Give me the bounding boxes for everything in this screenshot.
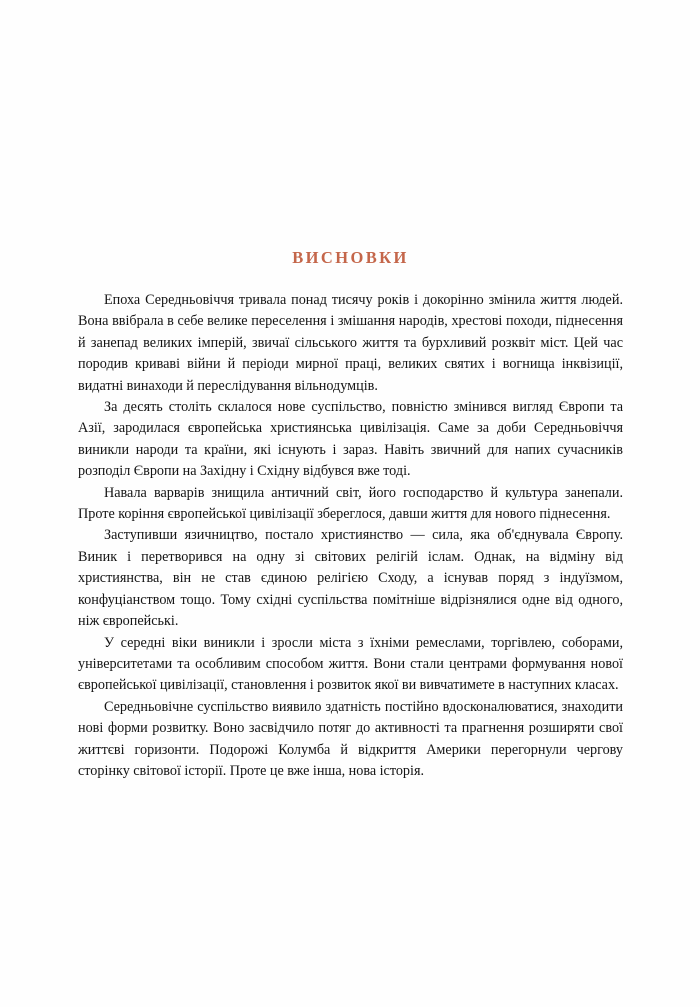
- paragraph: Навала варварів знищила античний світ, його господарство й культура занепали. Проте коріння європейської цивілізації збереглося, давши життя для нового піднесення.: [78, 484, 623, 523]
- paragraph: Епоха Середньовіччя тривала понад тисячу років і докорінно змінила життя людей. Вона ввібрала в себе велике переселення і змішання народів, хрестові походи, піднесення й занепад великих імперій, звичаї сільського життя та бурхливий розквіт міст. Цей час породив криваві війни й періоди мирної праці, великих святих і вогнища інквізиції, видатні винаходи й переслідування вільнодумців.: [78, 292, 623, 394]
- paragraph: У середні віки виникли і зросли міста з їхніми ремеслами, торгівлею, соборами, університетами та особливим способом життя. Вони стали центрами формування нової європейської цивілізації, становлення і розвиток якої ви вивчатимете в наступних класах.: [78, 634, 623, 694]
- paragraph: Середньовічне суспільство виявило здатність постійно вдосконалюватися, знаходити нові форми розвитку. Воно засвідчило потяг до активності та прагнення розширяти свої життєві горизонти. Подорожі Колумба й відкриття Америки перегорнули чергову сторінку світової історії. Проте це вже інша, нова історія.: [78, 698, 623, 779]
- page-title: ВИСНОВКИ: [292, 248, 409, 267]
- body-text: [78, 290, 623, 782]
- paragraph: За десять століть склалося нове суспільство, повністю змінився вигляд Європи та Азії, зародилася європейська християнська цивілізація. Саме за доби Середньовіччя виникли народи та країни, які існують і зараз. Навіть звичний для напих сучасників розподіл Європи на Західну і Східну відбувся вже тоді.: [78, 399, 623, 480]
- paragraph: Заступивши язичництво, постало християнство — сила, яка об'єднувала Європу. Виник і перетворився на одну зі світових релігій іслам. Однак, на відміну від християнства, він не став єдиною релігією Сходу, а існував поряд з індуїзмом, конфуціанством тощо. Тому східні суспільства помітніше відрізнялися одне від одного, ніж європейські.: [78, 527, 623, 630]
- page-content: [78, 248, 623, 782]
